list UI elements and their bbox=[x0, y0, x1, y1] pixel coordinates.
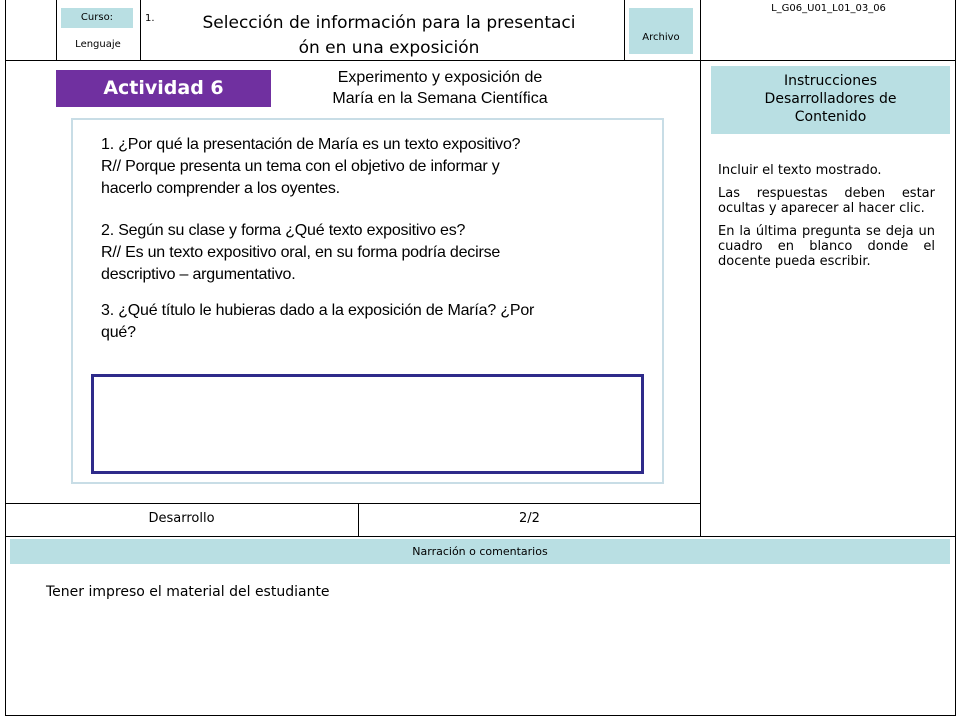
curso-label: Curso: bbox=[61, 8, 133, 28]
question-3-line-2: qué? bbox=[101, 324, 136, 341]
header-number: 1. bbox=[145, 13, 155, 24]
instructions-body bbox=[718, 163, 935, 277]
header-col-1 bbox=[56, 0, 57, 61]
frame-right-border bbox=[955, 0, 956, 716]
activity-badge: Actividad 6 bbox=[56, 70, 271, 107]
instructions-title: Instrucciones Desarrolladores de Contenido bbox=[711, 66, 950, 134]
answer-input-box[interactable] bbox=[91, 374, 644, 474]
archivo-label: Archivo bbox=[629, 8, 693, 54]
answer-1-line-1: R// Porque presenta un tema con el objetivo de informar y bbox=[101, 158, 500, 175]
page-title bbox=[160, 11, 618, 61]
header-col-4 bbox=[700, 0, 701, 61]
answer-2-line-2: descriptivo – argumentativo. bbox=[101, 266, 296, 283]
instruction-2: Las respuestas deben estar ocultas y aparecer al hacer clic. bbox=[718, 186, 935, 216]
answer-1-line-2: hacerlo comprender a los oyentes. bbox=[101, 180, 340, 197]
activity-subtitle-line-2: María en la Semana Científica bbox=[332, 90, 548, 107]
page-title-line-2: ón en una exposición bbox=[298, 38, 480, 58]
instruction-3: En la última pregunta se deja un cuadro en blanco donde el docente pueda escribir. bbox=[718, 224, 935, 269]
narration-top-line bbox=[5, 536, 956, 537]
file-code: L_G06_U01_L01_03_06 bbox=[771, 3, 886, 14]
narration-title: Narración o comentarios bbox=[10, 539, 950, 564]
answer-2-line-1: R// Es un texto expositivo oral, en su forma podría decirse bbox=[101, 244, 501, 261]
question-3-line-1: 3. ¿Qué título le hubieras dado a la exposición de María? ¿Por bbox=[101, 302, 535, 319]
footer-top-line bbox=[5, 503, 701, 504]
activity-subtitle bbox=[285, 67, 595, 109]
curso-value: Lenguaje bbox=[75, 39, 121, 50]
frame-bottom-border bbox=[5, 715, 956, 716]
activity-subtitle-line-1: Experimento y exposición de bbox=[337, 69, 543, 86]
instruction-1: Incluir el texto mostrado. bbox=[718, 163, 882, 178]
section-label: Desarrollo bbox=[148, 511, 215, 526]
questions-text bbox=[101, 134, 661, 344]
header-col-3 bbox=[624, 0, 625, 61]
page-title-line-1: Selección de información para la presentaci bbox=[202, 13, 576, 33]
frame-left-border bbox=[5, 0, 6, 716]
header-col-2 bbox=[140, 0, 141, 61]
question-2: 2. Según su clase y forma ¿Qué texto expositivo es? bbox=[101, 222, 466, 239]
question-1: 1. ¿Por qué la presentación de María es un texto expositivo? bbox=[101, 136, 521, 153]
narration-text: Tener impreso el material del estudiante bbox=[46, 584, 330, 600]
main-right-divider bbox=[700, 60, 701, 536]
page-number: 2/2 bbox=[519, 511, 540, 526]
